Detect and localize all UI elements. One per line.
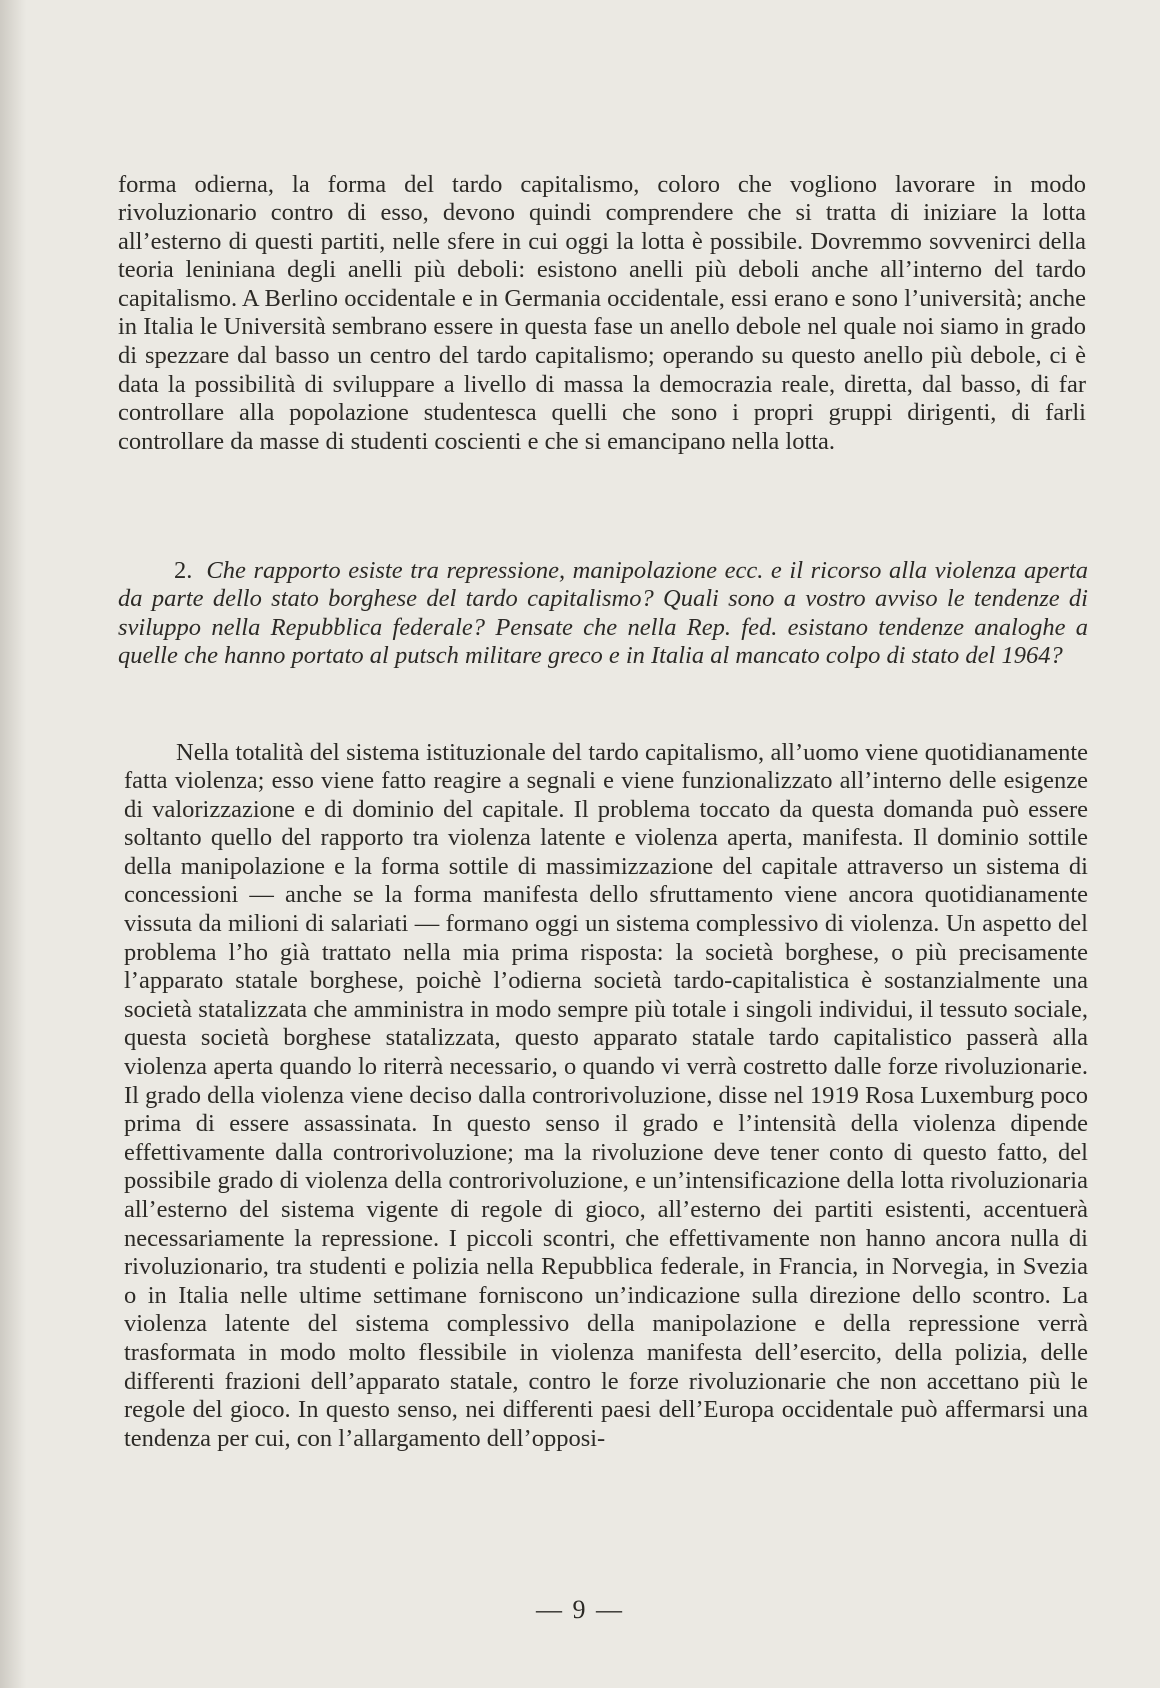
paragraph-continuation: forma odierna, la forma del tardo capitalismo, coloro che vogliono lavorare in modo rivoluzionario contro di esso, devono quindi comprendere che si tratta di iniziare la lotta all’esterno di questi partiti, nelle sfere in cui oggi la lotta è possibile. Dovremmo sovvenirci della teoria leniniana degli anelli più deboli: esistono anelli più deboli anche all’interno del tardo capitalismo. A Berlino occidentale e in Germania occidentale, essi erano e sono l’università; anche in Italia le Università sembrano essere in questa fase un anello debole nel quale noi siamo in grado di spezzare dal basso un centro del tardo capitalismo; operando su questo anello più debole, ci è data la possibilità di sviluppare a livello di massa la democrazia reale, diretta, dal basso, di far controllare alla popolazione studentesca quelli che sono i propri gruppi dirigenti, di farli controllare da masse di studenti coscienti e che si emancipano nella lotta. xyxy=(118,170,1086,455)
question-text: Che rapporto esiste tra repressione, manipolazione ecc. e il ricorso alla violenza aperta da parte dello stato borghese del tardo capitalismo? Quali sono a vostro avviso le tendenze di sviluppo nella Repubblica federale? Pensate che nella Rep. fed. esistano tendenze analoghe a quelle che hanno portato al putsch militare greco e in Italia al mancato colpo di stato del 1964? xyxy=(118,556,1088,670)
question-number: 2. xyxy=(174,556,193,584)
answer-text: Nella totalità del sistema istituzionale del tardo capitalismo, all’uomo viene quotidianamente fatta violenza; esso viene fatto reagire a segnali e viene funzionalizzato all’interno delle esigenze di valorizzazione e di dominio del capitale. Il problema toccato da questa domanda può essere soltanto quello del rapporto tra violenza latente e violenza aperta, manifesta. Il dominio sottile della manipolazione e la forma sottile di massimizzazione del capitale attraverso un sistema di concessioni — anche se la forma manifesta dello sfruttamento viene ancora quotidianamente vissuta da milioni di salariati — formano oggi un sistema complessivo di violenza. Un aspetto del problema l’ho già trattato nella mia prima risposta: la società borghese, o più precisamente l’apparato statale borghese, poichè l’odierna società tardo-capitalistica è sostanzialmente una società statalizzata che amministra in modo sempre più totale i singoli individui, il tessuto sociale, questa società borghese statalizzata, questo apparato statale tardo capitalistico passerà alla violenza aperta quando lo riterrà necessario, o quando vi verrà costretto dalle forze rivoluzionarie. Il grado della violenza viene deciso dalla controrivoluzione, disse nel 1919 Rosa Luxemburg poco prima di essere assassinata. In questo senso il grado e l’intensità della violenza dipende effettivamente dalla controrivoluzione; ma la rivoluzione deve tener conto di questo fatto, del possibile grado di violenza della controrivoluzione, e un’intensificazione della lotta rivoluzionaria all’esterno del sistema vigente di regole di gioco, all’esterno dei partiti esistenti, accentuerà necessariamente la repressione. I piccoli scontri, che effettivamente non hanno ancora nulla di rivoluzionario, tra studenti e polizia nella Repubblica federale, in Francia, in Norvegia, in Svezia o in Italia nelle ultime settimane forniscono un’indicazione sulla direzione dello scontro. La violenza latente del sistema complessivo della manipolazione e della repressione verrà trasformata in modo molto flessibile in violenza manifesta dell’esercito, della polizia, delle differenti frazioni dell’apparato statale, contro le forze rivoluzionarie che non accettano più le regole del gioco. In questo senso, nei differenti paesi dell’Europa occidentale può affermarsi una tendenza per cui, con l’allargamento dell’opposi- xyxy=(124,738,1088,1452)
interview-question xyxy=(118,557,1088,671)
answer-paragraph xyxy=(124,739,1088,1454)
page-number: — 9 — xyxy=(536,1595,624,1624)
paragraph-indent xyxy=(124,739,176,766)
